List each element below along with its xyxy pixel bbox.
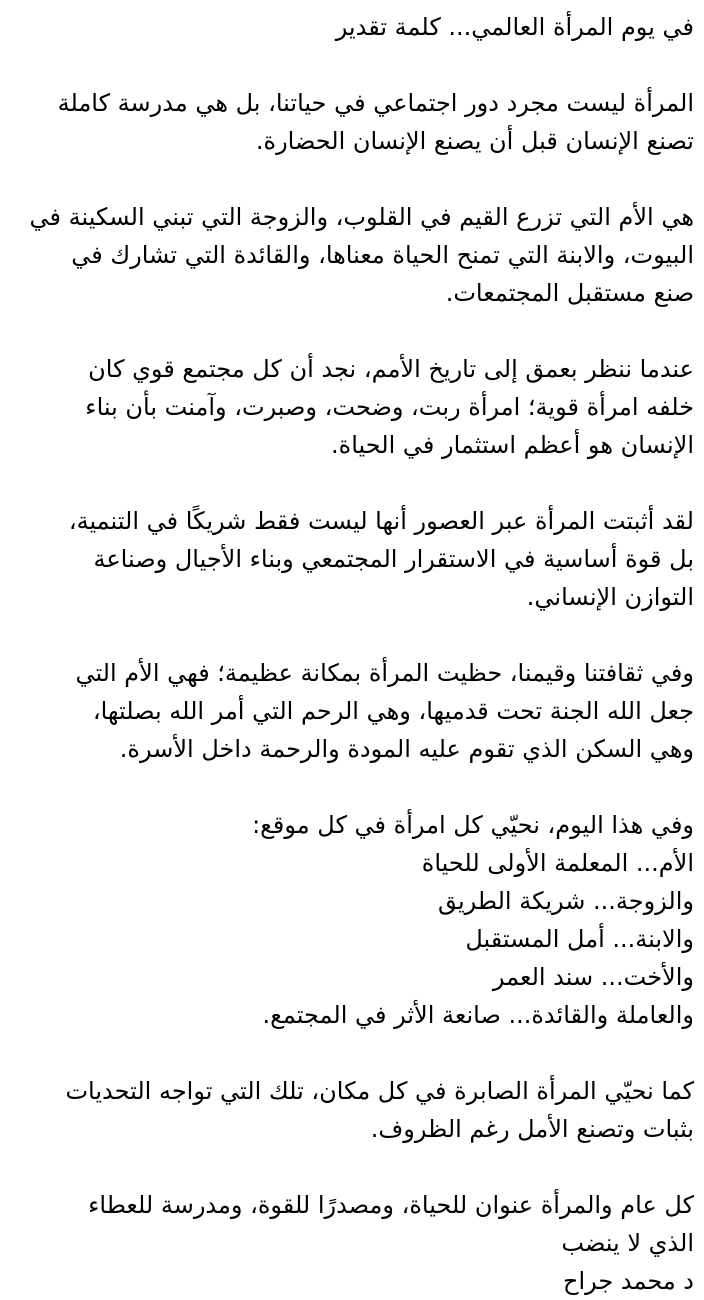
list-item: الأم... المعلمة الأولى للحياة xyxy=(421,849,694,877)
text-line: صنع مستقبل المجتمعات. xyxy=(445,279,694,307)
text-line: الإنسان هو أعظم استثمار في الحياة. xyxy=(331,431,694,459)
paragraph-history xyxy=(10,350,694,464)
text-line: بل قوة أساسية في الاستقرار المجتمعي وبناء الأجيال وصناعة xyxy=(93,545,694,573)
text-line: وفي هذا اليوم، نحيّي كل امرأة في كل موقع: xyxy=(252,811,694,839)
text-line: هي الأم التي تزرع القيم في القلوب، والزوجة التي تبني السكينة في xyxy=(29,203,694,231)
paragraph-culture xyxy=(10,654,694,768)
paragraph-definition xyxy=(10,84,694,160)
list-item: والابنة... أمل المستقبل xyxy=(465,925,694,953)
text-line: التوازن الإنساني. xyxy=(526,583,694,611)
title-paragraph xyxy=(10,8,694,46)
text-line: لقد أثبتت المرأة عبر العصور أنها ليست فقط شريكًا في التنمية، xyxy=(68,507,694,535)
author-signature: د محمد جراح xyxy=(562,1267,694,1295)
text-line: خلفه امرأة قوية؛ امرأة ربت، وضحت، وصبرت، وآمنت بأن بناء xyxy=(85,393,694,421)
text-line: وهي السكن الذي تقوم عليه المودة والرحمة داخل الأسرة. xyxy=(119,735,694,763)
text-line: تصنع الإنسان قبل أن يصنع الإنسان الحضارة. xyxy=(255,127,694,155)
paragraph-patient-woman xyxy=(10,1072,694,1148)
text-line: وفي ثقافتنا وقيمنا، حظيت المرأة بمكانة عظيمة؛ فهي الأم التي xyxy=(75,659,694,687)
paragraph-closing xyxy=(10,1186,694,1300)
text-line: كما نحيّي المرأة الصابرة في كل مكان، تلك التي تواجه التحديات xyxy=(65,1077,694,1105)
paragraph-greetings-list xyxy=(10,806,694,1034)
text-line: في يوم المرأة العالمي... كلمة تقدير xyxy=(335,13,694,41)
paragraph-roles xyxy=(10,198,694,312)
paragraph-development xyxy=(10,502,694,616)
list-item: والأخت... سند العمر xyxy=(492,963,694,991)
text-line: المرأة ليست مجرد دور اجتماعي في حياتنا، بل هي مدرسة كاملة xyxy=(57,89,694,117)
text-line: البيوت، والابنة التي تمنح الحياة معناها، والقائدة التي تشارك في xyxy=(71,241,694,269)
list-item: والزوجة... شريكة الطريق xyxy=(437,887,694,915)
text-line: بثبات وتصنع الأمل رغم الظروف. xyxy=(370,1115,694,1143)
text-line: عندما ننظر بعمق إلى تاريخ الأمم، نجد أن كل مجتمع قوي كان xyxy=(88,355,694,383)
list-item: والعاملة والقائدة... صانعة الأثر في المجتمع. xyxy=(262,1001,694,1029)
text-line: كل عام والمرأة عنوان للحياة، ومصدرًا للقوة، ومدرسة للعطاء xyxy=(88,1191,694,1219)
text-line: الذي لا ينضب xyxy=(561,1229,694,1257)
text-line: جعل الله الجنة تحت قدميها، وهي الرحم التي أمر الله بصلتها، xyxy=(92,697,694,725)
